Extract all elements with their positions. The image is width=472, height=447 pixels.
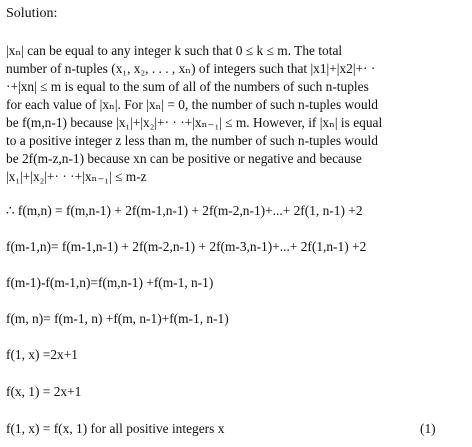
paragraph-line: be f(m,n-1) because |x₁|+|x₂|+· · ·+|xₙ₋₁| ≤ m. However, if |xₙ| is equal xyxy=(6,115,383,130)
paragraph-line: |xₙ| can be equal to any integer k such that 0 ≤ k ≤ m. The total xyxy=(6,43,343,58)
equation-symmetry-text: f(1, x) = f(x, 1) for all positive integers x xyxy=(6,421,225,436)
equation-recurrence-f-m-minus-1-n: f(m-1,n)= f(m-1,n-1) + 2f(m-2,n-1) + 2f(m-3,n-1)+...+ 2f(1,n-1) +2 xyxy=(6,239,367,254)
paragraph-line: ·+|xn| ≤ m is equal to the sum of all of the numbers of such n-tuples xyxy=(6,79,369,94)
paragraph-line: |x₁|+|x₂|+· · ·+|xₙ₋₁| ≤ m-z xyxy=(6,169,147,184)
equation-f-x-1: f(x, 1) = 2x+1 xyxy=(6,384,82,399)
explanation-paragraph xyxy=(6,42,464,186)
paragraph-line: for each value of |xₙ|. For |xₙ| = 0, the number of such n-tuples would xyxy=(6,97,378,112)
equation-number: (1) xyxy=(420,421,436,436)
equation-simplified-recurrence: f(m, n)= f(m-1, n) +f(m, n-1)+f(m-1, n-1) xyxy=(6,311,229,326)
equation-f-1-x: f(1, x) =2x+1 xyxy=(6,347,79,362)
solution-title: Solution: xyxy=(6,6,58,21)
paragraph-line: to a positive integer z less than m, the number of such n-tuples would xyxy=(6,133,378,148)
paragraph-line: number of n-tuples (x₁, x₂, . . . , xₙ) of integers such that |x1|+|x2|+· · xyxy=(6,61,376,76)
equation-symmetry xyxy=(6,421,464,437)
paragraph-line: be 2f(m-z,n-1) because xn can be positive or negative and because xyxy=(6,151,362,166)
equation-difference: f(m-1)-f(m-1,n)=f(m,n-1) +f(m-1, n-1) xyxy=(6,275,214,290)
equation-recurrence-f-m-n: ∴ f(m,n) = f(m,n-1) + 2f(m-1,n-1) + 2f(m-2,n-1)+...+ 2f(1, n-1) +2 xyxy=(6,203,363,218)
